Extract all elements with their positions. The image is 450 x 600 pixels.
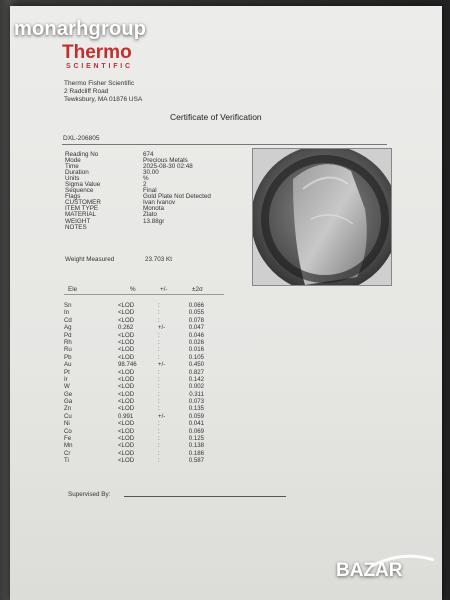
element-symbol: Ag — [64, 324, 72, 332]
info-label: Duration — [65, 169, 89, 177]
info-value: Precious Metals — [143, 157, 188, 165]
info-value: 30.00 — [143, 169, 159, 177]
element-symbol: Pt — [64, 368, 70, 376]
info-label: Sigma Value — [65, 181, 101, 189]
element-symbol: Co — [64, 427, 72, 435]
element-plusminus: : — [158, 427, 160, 435]
col-head-ele: Ele — [68, 286, 78, 293]
element-plusminus: : — [158, 338, 160, 346]
supervised-by-label: Supervised By: — [68, 491, 111, 498]
element-sigma: 0.186 — [188, 449, 204, 457]
element-sigma: 0.827 — [188, 368, 204, 376]
element-sigma: 0.311 — [189, 390, 204, 398]
element-symbol: Rh — [64, 338, 72, 346]
element-plusminus: : — [158, 368, 160, 376]
element-percent: <LOD — [118, 383, 135, 391]
element-percent: <LOD — [118, 338, 135, 346]
element-sigma: 0.026 — [188, 338, 204, 346]
element-sigma: 0.002 — [188, 383, 204, 391]
serial-number: DXL-206805 — [63, 135, 100, 142]
element-percent: <LOD — [118, 302, 135, 309]
element-symbol: Ge — [64, 390, 73, 398]
element-percent: <LOD — [118, 309, 135, 317]
element-sigma: 0.125 — [188, 435, 204, 443]
divider — [62, 144, 387, 145]
element-plusminus: +/- — [158, 324, 166, 332]
element-plusminus: : — [158, 390, 160, 398]
element-sigma: 0.016 — [188, 346, 204, 354]
element-percent: <LOD — [118, 368, 135, 376]
element-percent: <LOD — [118, 331, 135, 339]
certificate-title: Certificate of Verification — [170, 112, 262, 122]
element-plusminus: : — [158, 353, 160, 361]
watermark-top: monarhgroup — [14, 18, 147, 40]
element-sigma: 0.073 — [188, 398, 204, 406]
info-label: Mode — [65, 157, 81, 165]
element-percent: <LOD — [118, 353, 135, 361]
thermo-logo: Thermo — [62, 42, 132, 63]
element-symbol: Ni — [64, 420, 70, 428]
col-head-pm: +/- — [160, 286, 168, 293]
element-symbol: Au — [64, 361, 72, 369]
bazar-swoosh-icon — [368, 550, 438, 572]
info-label: Units — [65, 175, 80, 183]
address-line: Thermo Fisher Scientific — [64, 80, 135, 87]
element-symbol: Cr — [64, 449, 71, 457]
element-percent: <LOD — [118, 398, 135, 406]
element-sigma: 0.450 — [188, 361, 204, 369]
element-percent: <LOD — [118, 457, 135, 465]
info-value: Ivan Ivanov — [143, 199, 176, 207]
element-plusminus: : — [158, 331, 160, 339]
element-symbol: Cu — [64, 412, 72, 420]
info-label: WEIGHT — [65, 217, 91, 225]
element-symbol: Pb — [64, 353, 72, 361]
info-label: Sequence — [65, 187, 94, 195]
address-line: Tewksbury, MA 01876 USA — [64, 96, 143, 103]
weight-measured — [65, 256, 172, 263]
element-plusminus: +/- — [158, 361, 166, 369]
info-value: Final — [143, 187, 157, 195]
element-symbol: Ga — [64, 398, 73, 406]
element-plusminus: : — [158, 383, 160, 391]
element-sigma: 0.069 — [188, 427, 204, 435]
element-symbol: Pd — [64, 331, 72, 339]
element-percent: <LOD — [118, 427, 135, 435]
info-value: Monota — [143, 205, 165, 213]
weight-measured-label: Weight Measured — [65, 256, 115, 263]
element-plusminus: +/- — [158, 412, 166, 420]
element-percent: <LOD — [118, 390, 135, 398]
element-sigma: 0.105 — [188, 353, 204, 361]
element-percent: <LOD — [118, 346, 135, 354]
info-value: % — [143, 175, 149, 183]
element-percent: <LOD — [118, 375, 135, 383]
element-percent: 0.262 — [118, 324, 134, 332]
element-percent: 0.991 — [118, 412, 134, 420]
element-percent: <LOD — [118, 435, 135, 443]
info-value: Gold Plate Not Detected — [143, 193, 211, 201]
info-value: 13.88gr — [143, 217, 165, 225]
col-head-sd: ±2σ — [192, 286, 203, 293]
element-plusminus: : — [158, 442, 160, 450]
info-label: NOTES — [65, 223, 87, 231]
element-symbol: In — [64, 309, 70, 317]
info-label: Reading No — [65, 151, 99, 158]
element-sigma: 0.041 — [188, 420, 204, 428]
element-plusminus: : — [158, 375, 160, 383]
element-plusminus: : — [158, 435, 160, 443]
element-symbol: Zn — [64, 405, 72, 413]
company-address — [64, 80, 142, 104]
element-symbol: Cd — [64, 316, 72, 324]
element-sigma: 0.142 — [188, 375, 204, 383]
element-plusminus: : — [158, 405, 160, 413]
address-line: 2 Radcliff Road — [64, 88, 109, 95]
element-symbol: Sn — [64, 302, 72, 309]
element-sigma: 0.135 — [188, 405, 204, 413]
element-symbol: Ru — [64, 346, 72, 354]
element-sigma: 0.587 — [188, 457, 204, 465]
thermo-logo-sub: SCIENTIFIC — [66, 63, 133, 70]
element-percent: <LOD — [118, 405, 135, 413]
element-symbol: Ti — [64, 457, 69, 465]
element-plusminus: : — [158, 457, 160, 465]
element-plusminus: : — [158, 309, 160, 317]
element-sigma: 0.138 — [188, 442, 204, 450]
element-sigma: 0.046 — [188, 331, 204, 339]
element-percent: <LOD — [118, 316, 135, 324]
info-label: MATERIAL — [65, 211, 97, 219]
element-symbol: Fe — [64, 435, 72, 443]
table-divider — [64, 294, 224, 295]
element-symbol: Mn — [64, 442, 73, 450]
sample-photo — [252, 148, 392, 286]
info-label: Flags — [65, 193, 81, 201]
info-value: 674 — [143, 151, 154, 158]
info-value: 2 — [143, 181, 147, 189]
info-label: ITEM TYPE — [65, 205, 99, 213]
weight-measured-value: 23.703 Kt — [145, 256, 172, 263]
element-plusminus: : — [158, 398, 160, 406]
element-percent: <LOD — [118, 420, 135, 428]
element-percent: <LOD — [118, 449, 135, 457]
element-sigma: 0.078 — [188, 316, 204, 324]
element-sigma: 0.055 — [188, 309, 204, 317]
info-label: Time — [65, 163, 79, 171]
element-symbol: Ir — [64, 375, 68, 383]
element-sigma: 0.047 — [188, 324, 204, 332]
element-plusminus: : — [158, 449, 160, 457]
col-head-pct: % — [130, 286, 136, 293]
element-percent: 98.746 — [118, 361, 137, 369]
signature-line — [124, 496, 286, 497]
element-sigma: 0.066 — [188, 302, 204, 309]
info-label: CUSTOMER — [65, 199, 101, 207]
element-plusminus: : — [158, 316, 160, 324]
element-sigma: 0.059 — [188, 412, 204, 420]
element-symbol: W — [64, 383, 70, 391]
watermark-bottom: BAZAR — [336, 560, 403, 581]
info-value: Zlato — [143, 211, 157, 219]
info-value: 2025-08-30 02:48 — [143, 163, 193, 171]
element-plusminus: : — [158, 302, 160, 309]
element-percent: <LOD — [118, 442, 135, 450]
element-plusminus: : — [158, 346, 160, 354]
element-plusminus: : — [158, 420, 160, 428]
